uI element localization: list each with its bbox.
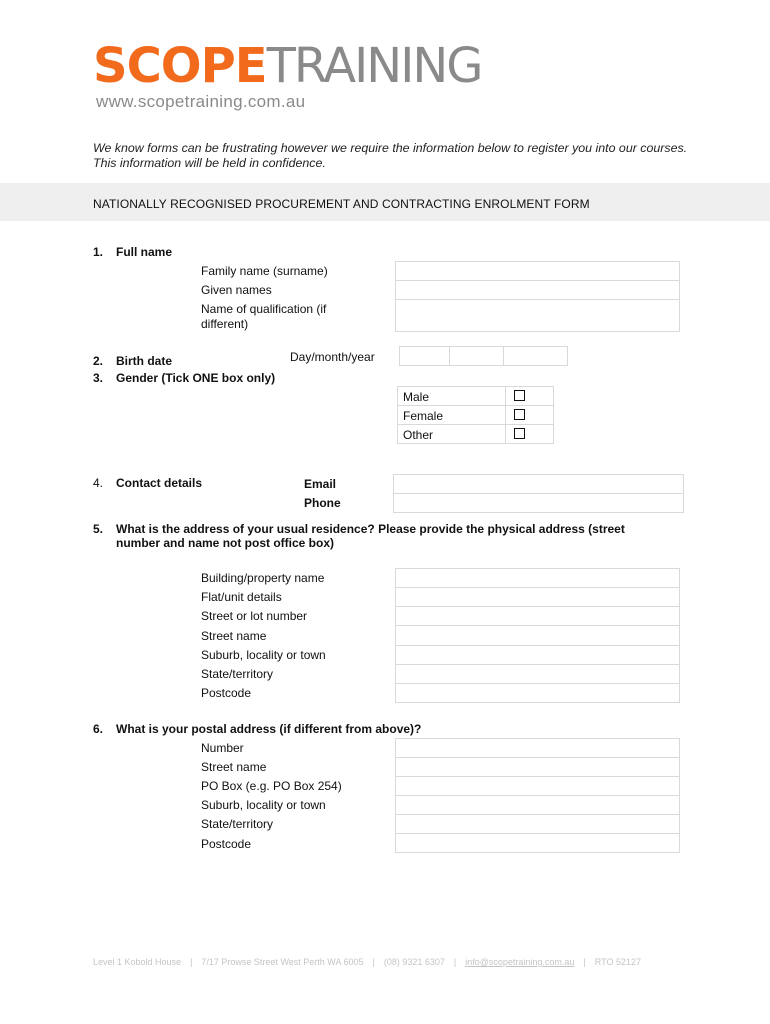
family-name-label: Family name (surname) <box>201 264 328 278</box>
postal-postcode-field[interactable] <box>395 833 680 853</box>
suburb-field[interactable] <box>395 645 680 665</box>
q2-title: Birth date <box>116 354 173 368</box>
street-lot-label: Street or lot number <box>201 609 308 623</box>
q3-title: Gender (Tick ONE box only) <box>116 371 276 385</box>
flat-field[interactable] <box>395 587 680 607</box>
postal-street-name-field[interactable] <box>395 757 680 777</box>
footer-separator: | <box>190 957 193 967</box>
given-names-field[interactable] <box>395 280 680 300</box>
q5-number: 5. <box>93 522 104 536</box>
q1-title: Full name <box>116 245 173 259</box>
footer-phone: (08) 9321 6307 <box>383 957 445 967</box>
q3-number: 3. <box>93 371 104 385</box>
postal-number-label: Number <box>201 741 244 755</box>
birth-day-field[interactable] <box>399 346 450 366</box>
q2-number: 2. <box>93 354 104 368</box>
q4-title: Contact details <box>116 476 203 490</box>
birth-year-field[interactable] <box>503 346 568 366</box>
phone-field[interactable] <box>393 493 684 513</box>
footer-separator: | <box>453 957 457 967</box>
postal-number-field[interactable] <box>395 738 680 758</box>
family-name-field[interactable] <box>395 261 680 281</box>
form-title: NATIONALLY RECOGNISED PROCUREMENT AND CONTRACTING ENROLMENT FORM <box>93 197 590 211</box>
email-field[interactable] <box>393 474 684 494</box>
logo-scope: SCOPE <box>93 38 267 94</box>
email-label: Email <box>304 477 337 491</box>
footer-separator: | <box>372 957 375 967</box>
qualification-label-2: different) <box>201 317 249 331</box>
q6-title: What is your postal address (if different from above)? <box>116 722 422 736</box>
postal-state-label: State/territory <box>201 817 274 831</box>
gender-female-checkbox[interactable] <box>514 409 525 420</box>
footer-email-link[interactable]: info@scopetraining.com.au <box>465 957 575 967</box>
logo-training: TRAINING <box>266 38 482 94</box>
q6-number: 6. <box>93 722 104 736</box>
footer-address1: Level 1 Kobold House <box>93 957 182 967</box>
footer-address2: 7/17 Prowse Street West Perth WA 6005 <box>201 957 364 967</box>
building-field[interactable] <box>395 568 680 588</box>
footer-rto: RTO 52127 <box>594 957 641 967</box>
suburb-label: Suburb, locality or town <box>201 648 326 662</box>
gender-column-divider <box>505 386 506 444</box>
postal-postcode-label: Postcode <box>201 837 252 851</box>
gender-female-label: Female <box>403 409 444 423</box>
footer-separator: | <box>583 957 586 967</box>
q5-title-line2: number and name not post office box) <box>116 536 335 550</box>
street-name-field[interactable] <box>395 625 680 646</box>
postcode-label: Postcode <box>201 686 252 700</box>
postal-street-name-label: Street name <box>201 760 267 774</box>
intro-text: We know forms can be frustrating however we require the information below to register you into our courses. This information will be held in confidence. <box>93 141 688 170</box>
date-format-label: Day/month/year <box>290 350 375 364</box>
postal-suburb-field[interactable] <box>395 795 680 815</box>
street-lot-field[interactable] <box>395 606 680 626</box>
gender-other-label: Other <box>403 428 434 442</box>
street-name-label: Street name <box>201 629 267 643</box>
q1-number: 1. <box>93 245 104 259</box>
logo <box>93 40 481 93</box>
po-box-label: PO Box (e.g. PO Box 254) <box>201 779 342 793</box>
footer <box>93 957 641 967</box>
website-url: www.scopetraining.com.au <box>96 92 306 111</box>
po-box-field[interactable] <box>395 776 680 796</box>
given-names-label: Given names <box>201 283 272 297</box>
gender-male-checkbox[interactable] <box>514 390 525 401</box>
qualification-label-1: Name of qualification (if <box>201 302 327 316</box>
qualification-field[interactable] <box>395 299 680 332</box>
birth-month-field[interactable] <box>449 346 504 366</box>
gender-male-label: Male <box>403 390 430 404</box>
postcode-field[interactable] <box>395 683 680 703</box>
building-label: Building/property name <box>201 571 325 585</box>
postal-suburb-label: Suburb, locality or town <box>201 798 326 812</box>
state-label: State/territory <box>201 667 274 681</box>
gender-other-checkbox[interactable] <box>514 428 525 439</box>
q4-number: 4. <box>93 476 104 490</box>
phone-label: Phone <box>304 496 341 510</box>
postal-state-field[interactable] <box>395 814 680 834</box>
state-field[interactable] <box>395 664 680 684</box>
q5-title-line1: What is the address of your usual residence? Please provide the physical address (street <box>116 522 625 536</box>
flat-label: Flat/unit details <box>201 590 282 604</box>
